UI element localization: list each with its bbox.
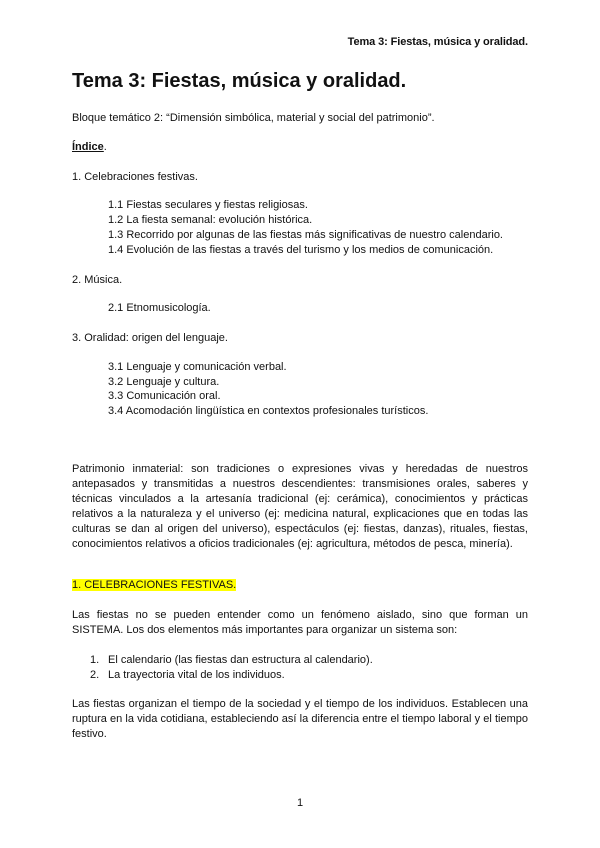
list-item-text: La trayectoria vital de los individuos.	[108, 669, 285, 681]
toc-item-1-4: 1.4 Evolución de las fiestas a través del turismo y los medios de comunicación.	[108, 244, 494, 256]
list-item-number: 1.	[90, 654, 100, 666]
page-title: Tema 3: Fiestas, música y oralidad.	[72, 70, 407, 92]
toc-section-3: 3. Oralidad: origen del lenguaje.	[72, 332, 228, 344]
toc-item-3-2: 3.2 Lenguaje y cultura.	[108, 376, 220, 388]
toc-item-3-4: 3.4 Acomodación lingüística en contextos profesionales turísticos.	[108, 405, 429, 417]
fiestas-paragraph: Las fiestas no se pueden entender como un fenómeno aislado, sino que forman un SISTEMA. Los dos elementos más importantes para organizar un sistema son:	[72, 609, 528, 636]
toc-item-3-3: 3.3 Comunicación oral.	[108, 390, 221, 402]
page-number: 1	[296, 797, 304, 809]
toc-item-3-1: 3.1 Lenguaje y comunicación verbal.	[108, 361, 287, 373]
list-item	[90, 668, 373, 683]
toc-item-1-2: 1.2 La fiesta semanal: evolución histórica.	[108, 214, 313, 226]
list-item	[90, 653, 373, 668]
indice-suffix: .	[103, 141, 107, 153]
indice-label: Índice	[72, 141, 104, 153]
section-heading-1	[72, 578, 236, 593]
list-item-text: El calendario (las fiestas dan estructura al calendario).	[108, 654, 373, 666]
toc-section-2: 2. Música.	[72, 274, 123, 286]
bloque-line: Bloque temático 2: “Dimensión simbólica, material y social del patrimonio”.	[72, 112, 435, 124]
toc-section-1: 1. Celebraciones festivas.	[72, 171, 198, 183]
section-heading-1-text: 1. CELEBRACIONES FESTIVAS.	[72, 579, 237, 591]
toc-item-1-3: 1.3 Recorrido por algunas de las fiestas más significativas de nuestro calendario.	[108, 229, 503, 241]
indice-heading	[72, 140, 107, 155]
toc-item-2-1: 2.1 Etnomusicología.	[108, 302, 211, 314]
list-item-number: 2.	[90, 669, 100, 681]
toc-item-1-1: 1.1 Fiestas seculares y fiestas religiosas.	[108, 199, 308, 211]
running-header: Tema 3: Fiestas, música y oralidad.	[347, 36, 528, 48]
organizan-paragraph: Las fiestas organizan el tiempo de la sociedad y el tiempo de los individuos. Establecen una ruptura en la vida cotidiana, estableciendo así la diferencia entre el tiempo laboral y el tiempo festivo.	[72, 698, 528, 740]
patrimonio-paragraph: Patrimonio inmaterial: son tradiciones o expresiones vivas y heredadas de nuestros antepasados y transmitidas a nuestros descendientes: transmisiones orales, saberes y técnicas vinculados a la artesanía tradicional (ej: cerámica), conocimientos y prácticas relativos a la naturaleza y el universo (ej: medicina natural, explicaciones que en todas las culturas se dan al origen del universo), espectáculos (ej: fiestas, danzas), rituales, fiestas, conocimientos relativos a oficios tradicionales (ej: agricultura, métodos de pesca, minería).	[72, 463, 528, 550]
numbered-list	[90, 653, 373, 683]
